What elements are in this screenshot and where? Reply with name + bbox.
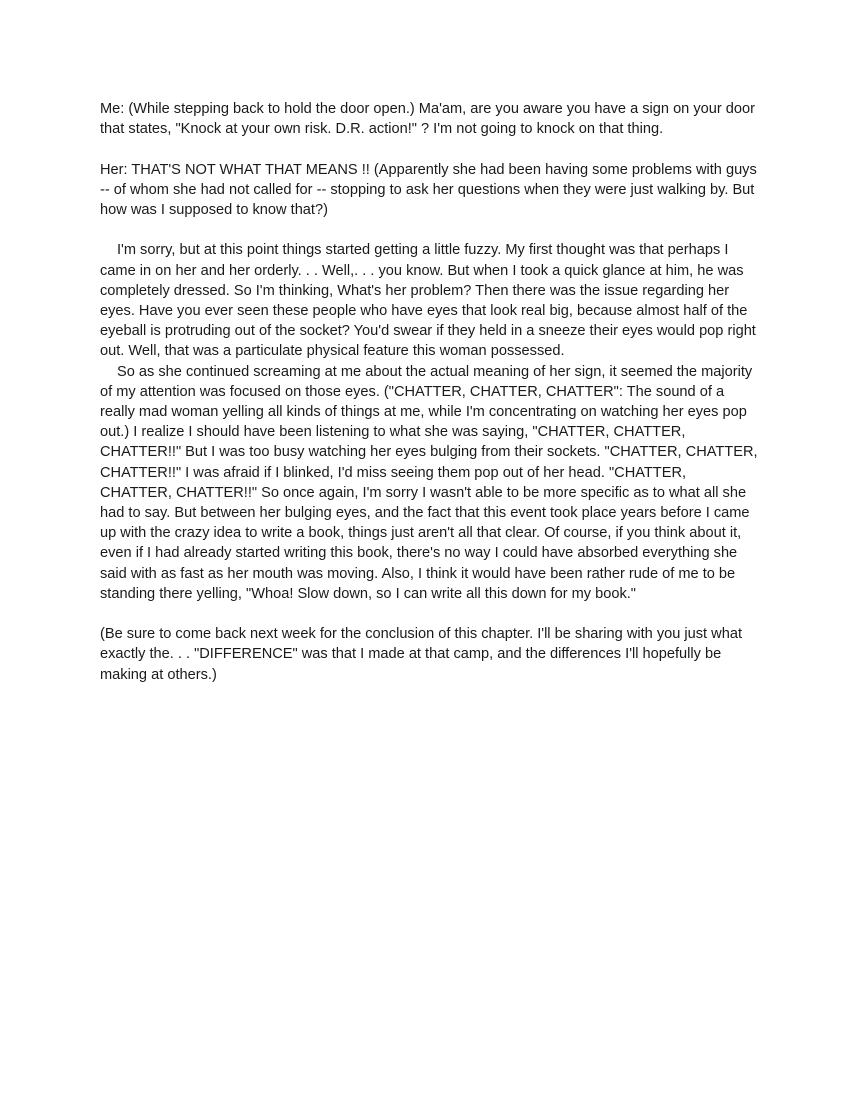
paragraph-fuzzy: I'm sorry, but at this point things started getting a little fuzzy. My first thought was that perhaps I came in on her and her orderly. . . Well,. . . you know. But when I took a quick glance at him, he was completely dressed. So I'm thinking, What's her problem? Then there was the issue regarding her eyes. Have you ever seen these people who have eyes that look real big, because almost half of the eyeball is protruding out of the socket? You'd swear if they held in a sneeze their eyes would pop right out. Well, that was a particulate physical feature this woman possessed. [100,242,756,360]
paragraph-spacer [100,220,760,240]
paragraph-her-dialogue: Her: THAT'S NOT WHAT THAT MEANS !! (Apparently she had been having some problems with guys -- of whom she had not called for -- stopping to ask her questions when they were just walking by. But how was I supposed to know that?) [100,161,757,218]
paragraph-chatter: So as she continued screaming at me about the actual meaning of her sign, it seemed the majority of my attention was focused on those eyes. ("CHATTER, CHATTER, CHATTER": The sound of a really mad woman yelling all kinds of things at me, while I'm concentrating on watching her eyes pop out.) I realize I should have been listening to what she was saying, "CHATTER, CHATTER, CHATTER!!" But I was too busy watching her eyes bulging from their sockets. "CHATTER, CHATTER, CHATTER!!" I was afraid if I blinked, I'd miss seeing them pop out of her head. "CHATTER, CHATTER, CHATTER!!" So once again, I'm sorry I wasn't able to be more specific as to what all she had to say. But between her bulging eyes, and the fact that this event took place years before I came up with the crazy idea to write a book, things just aren't all that clear. Of course, if you think about it, even if I had already started writing this book, there's no way I could have absorbed everything she said with as fast as her mouth was moving. Also, I think it would have been rather rude of me to be standing there yelling, "Whoa! Slow down, so I can write all this down for my book." [100,363,758,602]
paragraph-me-dialogue: Me: (While stepping back to hold the door open.) Ma'am, are you aware you have a sign on your door that states, "Knock at your own risk. D.R. action!" ? I'm not going to knock on that thing. [100,101,756,138]
paragraph-closing-note: (Be sure to come back next week for the conclusion of this chapter. I'll be sharing with you just what exactly the. . . "DIFFERENCE" was that I made at that camp, and the differences I'll hopefully be making at others.) [100,626,742,683]
document-body [100,99,760,685]
paragraph-spacer [100,139,760,159]
paragraph-spacer [100,604,760,624]
